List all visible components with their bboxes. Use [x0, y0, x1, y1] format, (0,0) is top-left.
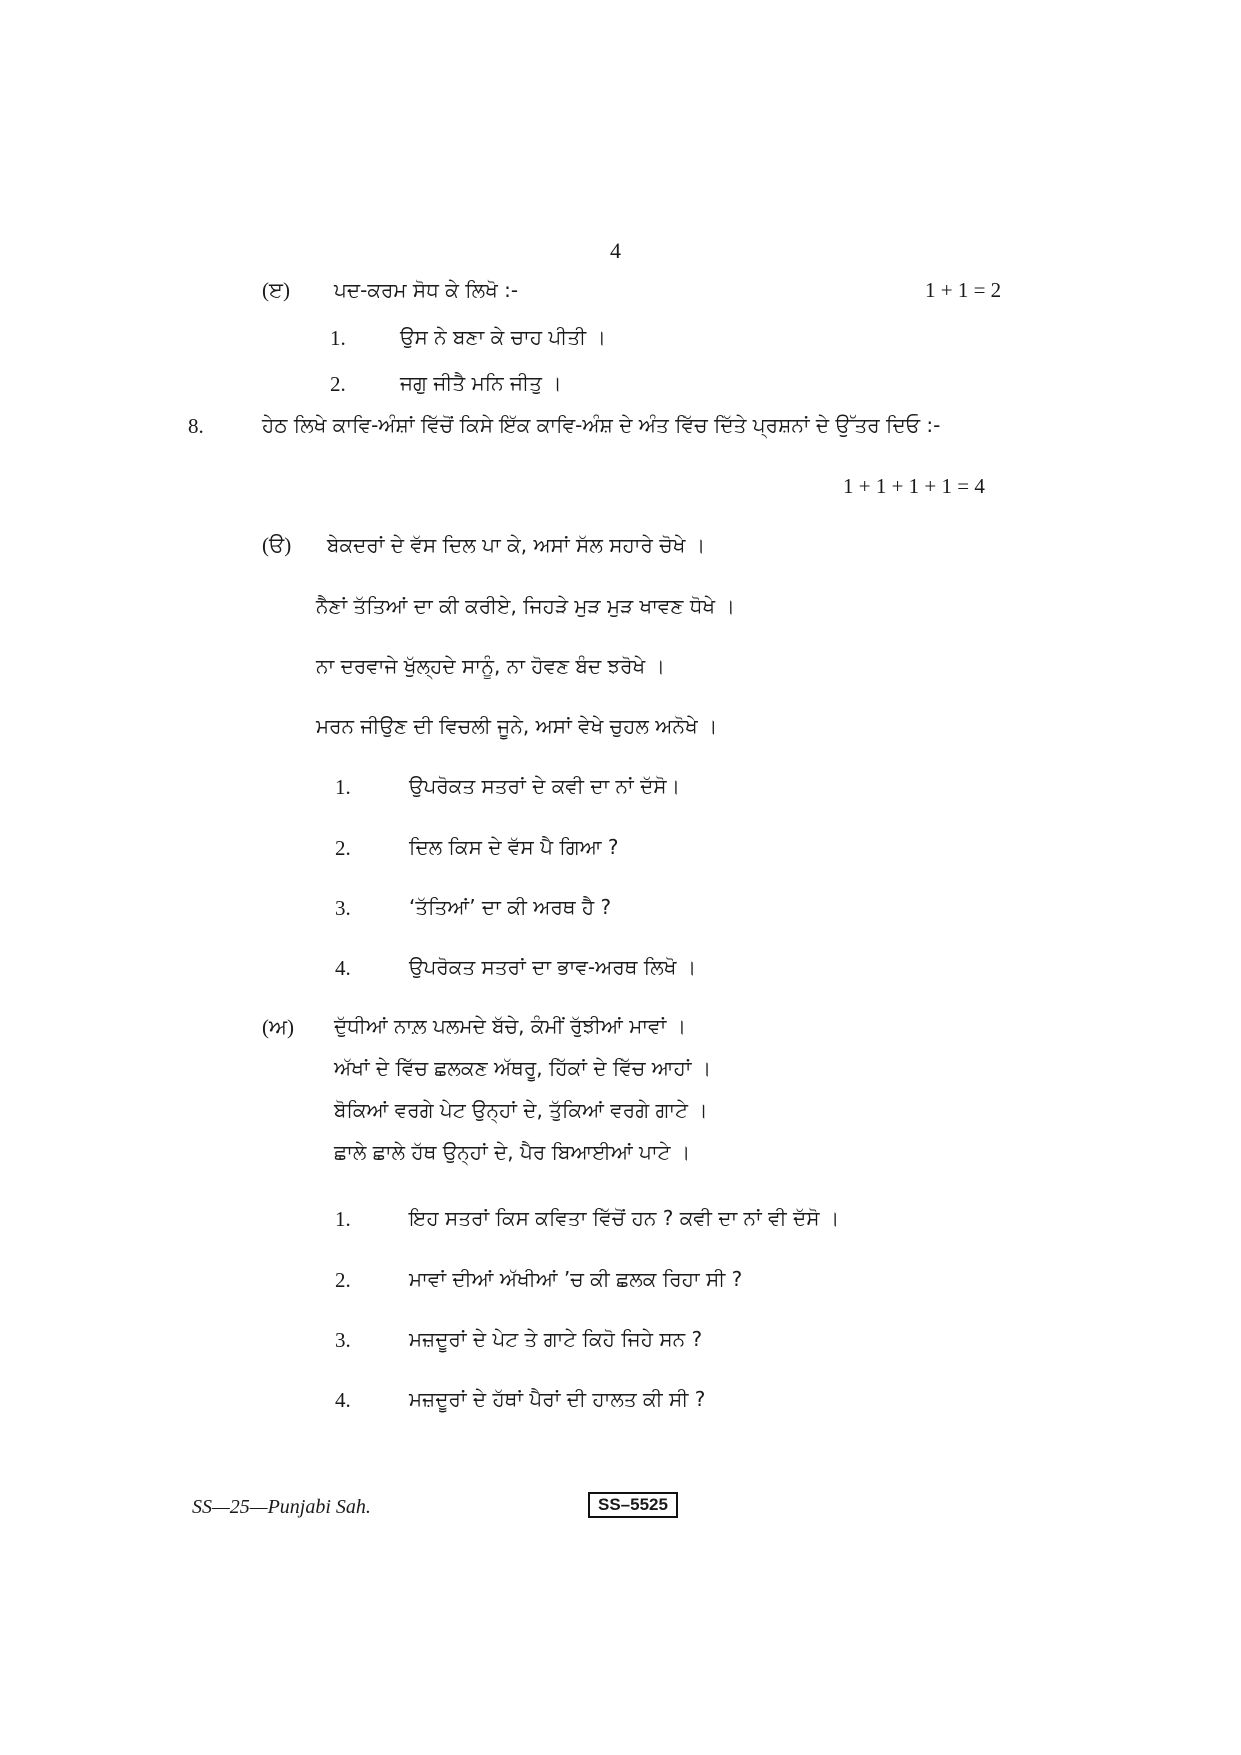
q8b-question-text: ਇਹ ਸਤਰਾਂ ਕਿਸ ਕਵਿਤਾ ਵਿੱਚੋਂ ਹਨ ? ਕਵੀ ਦਾ ਨਾਂ ਵੀ ਦੱਸੋ । — [409, 1206, 840, 1230]
q8-instruction: ਹੇਠ ਲਿਖੇ ਕਾਵਿ-ਅੰਸ਼ਾਂ ਵਿੱਚੋਂ ਕਿਸੇ ਇੱਕ ਕਾਵਿ-ਅੰਸ਼ ਦੇ ਅੰਤ ਵਿੱਚ ਦਿੱਤੇ ਪ੍ਰਸ਼ਨਾਂ ਦੇ ਉੱਤਰ ਦਿਓ :- — [262, 413, 941, 437]
q8a-question-number: 2. — [335, 836, 351, 860]
q8-number: 8. — [188, 414, 204, 438]
q8a-verse-line: ਬੇਕਦਰਾਂ ਦੇ ਵੱਸ ਦਿਲ ਪਾ ਕੇ, ਅਸਾਂ ਸੱਲ ਸਹਾਰੇ ਚੋਖੇ । — [327, 533, 706, 557]
q8-marks: 1 + 1 + 1 + 1 = 4 — [843, 474, 985, 498]
q8b-question-number: 4. — [335, 1388, 351, 1412]
q7e-marks: 1 + 1 = 2 — [925, 278, 1002, 302]
q7e-item-number: 2. — [330, 372, 346, 396]
q8b-verse-line: ਬੋਕਿਆਂ ਵਰਗੇ ਪੇਟ ਉਨ੍ਹਾਂ ਦੇ, ਤੁੱਕਿਆਂ ਵਰਗੇ ਗਾਟੇ । — [334, 1098, 708, 1122]
q8a-question-number: 3. — [335, 896, 351, 920]
q7e-label: (ੲ) — [262, 278, 290, 302]
q8a-label: (ੳ) — [262, 533, 292, 557]
q8b-question-number: 1. — [335, 1207, 351, 1231]
q8b-label: (ਅ) — [262, 1015, 295, 1039]
q7e-item-text: ਉਸ ਨੇ ਬਣਾ ਕੇ ਚਾਹ ਪੀਤੀ । — [400, 325, 606, 349]
q8b-question-text: ਮਾਵਾਂ ਦੀਆਂ ਅੱਖੀਆਂ ’ਚ ਕੀ ਛਲਕ ਰਿਹਾ ਸੀ ? — [409, 1267, 743, 1291]
q7e-instruction: ਪਦ-ਕਰਮ ਸੋਧ ਕੇ ਲਿਖੋ :- — [334, 278, 519, 302]
q8b-question-text: ਮਜ਼ਦੂਰਾਂ ਦੇ ਹੱਥਾਂ ਪੈਰਾਂ ਦੀ ਹਾਲਤ ਕੀ ਸੀ ? — [409, 1387, 706, 1411]
q8a-verse-line: ਮਰਨ ਜੀਉਣ ਦੀ ਵਿਚਲੀ ਜੂਨੇ, ਅਸਾਂ ਵੇਖੇ ਚੁਹਲ ਅਨੋਖੇ । — [316, 714, 718, 738]
q8b-verse-line: ਛਾਲੇ ਛਾਲੇ ਹੱਥ ਉਨ੍ਹਾਂ ਦੇ, ਪੈਰ ਬਿਆਈਆਂ ਪਾਟੇ । — [334, 1140, 691, 1164]
q8a-question-text: ‘ਤੱਤਿਆਂ’ ਦਾ ਕੀ ਅਰਥ ਹੈ ? — [409, 895, 612, 919]
q8a-question-text: ਉਪਰੋਕਤ ਸਤਰਾਂ ਦਾ ਭਾਵ-ਅਰਥ ਲਿਖੋ । — [409, 955, 697, 979]
q8b-question-number: 3. — [335, 1328, 351, 1352]
q8b-verse-line: ਅੱਖਾਂ ਦੇ ਵਿੱਚ ਛਲਕਣ ਅੱਥਰੂ, ਹਿੱਕਾਂ ਦੇ ਵਿੱਚ ਆਹਾਂ । — [334, 1056, 712, 1080]
q8b-question-number: 2. — [335, 1268, 351, 1292]
q8a-question-number: 4. — [335, 956, 351, 980]
q8b-question-text: ਮਜ਼ਦੂਰਾਂ ਦੇ ਪੇਟ ਤੇ ਗਾਟੇ ਕਿਹੋ ਜਿਹੇ ਸਨ ? — [409, 1327, 703, 1351]
q8a-question-number: 1. — [335, 775, 351, 799]
q8a-verse-line: ਨਾ ਦਰਵਾਜੇ ਖੁੱਲ੍ਹਦੇ ਸਾਨੂੰ, ਨਾ ਹੋਵਣ ਬੰਦ ਝਰੋਖੇ । — [316, 654, 666, 678]
q8a-verse-line: ਨੈਣਾਂ ਤੱਤਿਆਂ ਦਾ ਕੀ ਕਰੀਏ, ਜਿਹੜੇ ਮੁੜ ਮੁੜ ਖਾਵਣ ਧੋਖੇ । — [316, 594, 735, 618]
footer-series-code-box: SS–5525 — [588, 1492, 678, 1518]
footer-paper-code: SS—25—Punjabi Sah. — [192, 1496, 371, 1518]
q8a-question-text: ਉਪਰੋਕਤ ਸਤਰਾਂ ਦੇ ਕਵੀ ਦਾ ਨਾਂ ਦੱਸੋ। — [409, 774, 681, 798]
page-number: 4 — [610, 238, 621, 263]
q7e-item-number: 1. — [330, 326, 346, 350]
q8b-verse-line: ਦੁੱਧੀਆਂ ਨਾਲ਼ ਪਲਮਦੇ ਬੱਚੇ, ਕੰਮੀਂ ਰੁੱਝੀਆਂ ਮਾਵਾਂ । — [334, 1014, 687, 1038]
q7e-item-text: ਜਗੁ ਜੀਤੈ ਮਨਿ ਜੀਤੁ । — [400, 371, 562, 395]
q8a-question-text: ਦਿਲ ਕਿਸ ਦੇ ਵੱਸ ਪੈ ਗਿਆ ? — [409, 835, 619, 859]
